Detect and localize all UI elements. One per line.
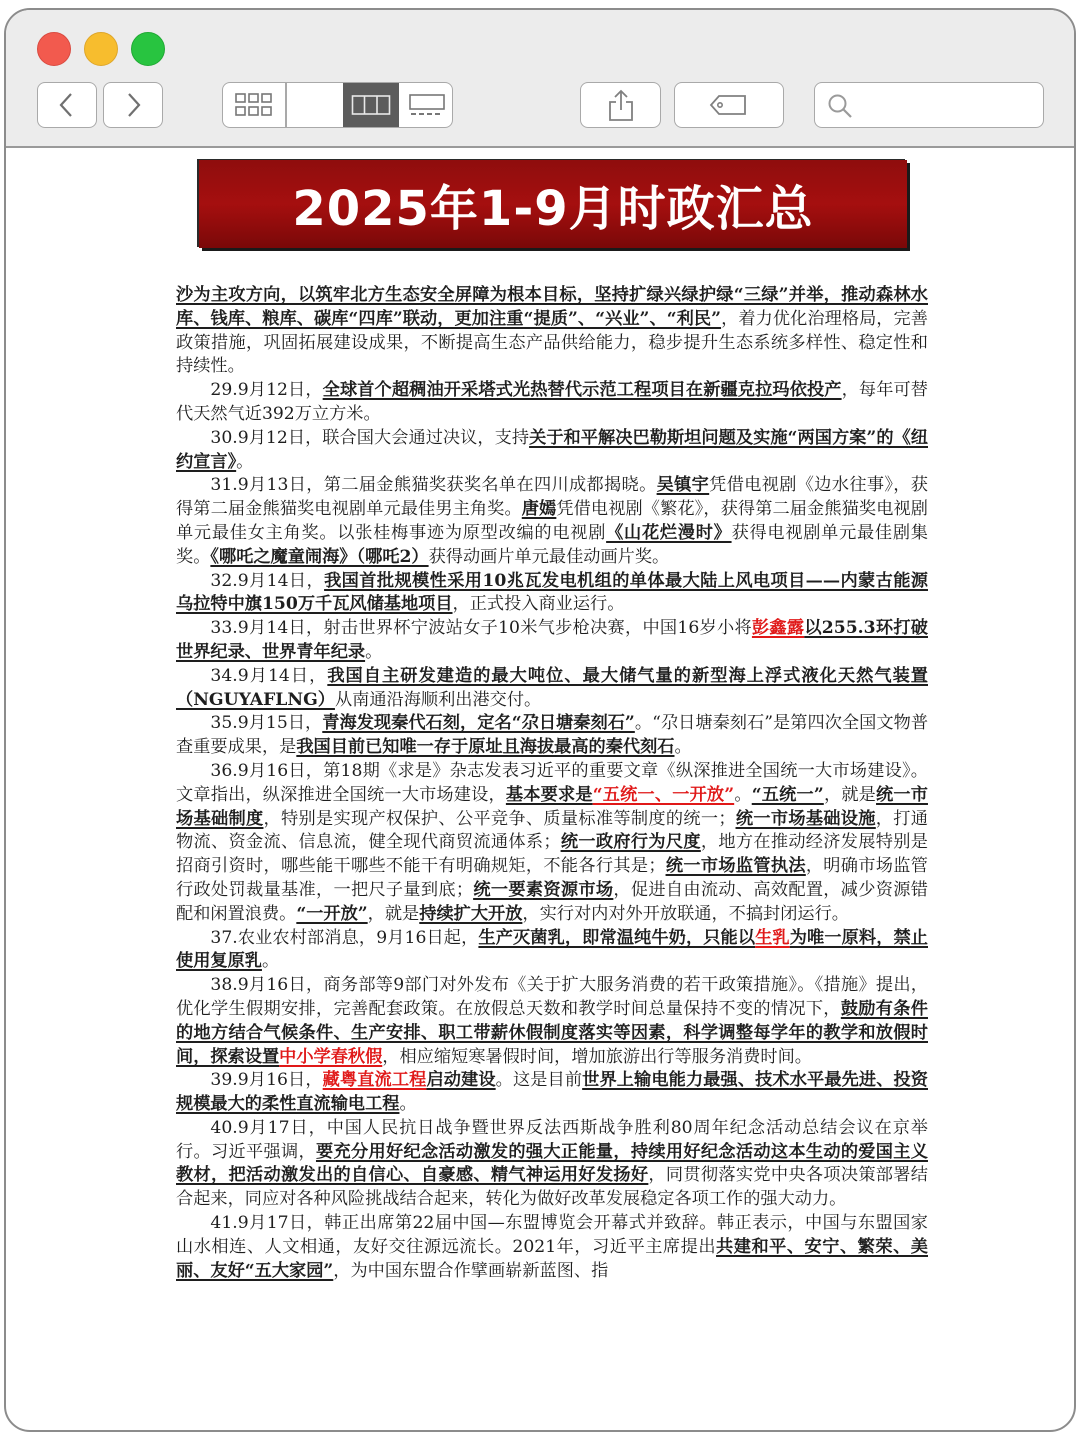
news-paragraph [176, 712, 928, 760]
underlined-key-phrase: 统一市场基础制度 [176, 784, 928, 829]
paragraph-text: 。 [365, 641, 383, 662]
document-body [176, 284, 928, 1283]
highlighted-key-term: 生乳 [755, 927, 790, 948]
underlined-key-phrase: 基本要求是 [505, 784, 593, 805]
news-paragraph [176, 617, 928, 665]
underlined-key-phrase: 鼓励有条件的地方结合气候条件、生产安排、职工带薪休假制度落实等因素，科学调整每学年的教学和放假时间，探索设置 [176, 998, 928, 1067]
underlined-key-phrase: 统一市场监管执法 [665, 856, 806, 877]
chevron-right-icon [122, 91, 144, 119]
paragraph-text: 41.9月17日，韩正出席第22届中国—东盟博览会开幕式并致辞。韩正表示，中国与东盟国家山水相连、人文相通，友好交往源远流长。2021年，习近平主席提出 [176, 1213, 928, 1257]
paragraph-text: ，相应缩短寒暑假时间，增加旅游出行等服务消费时间。 [382, 1046, 812, 1067]
grid-icon [234, 92, 274, 118]
underlined-key-phrase: 关于和平解决巴勒斯坦问题及实施“两国方案”的《纽约宣言》 [176, 427, 928, 472]
paragraph-text: 29.9月12日， [210, 380, 323, 401]
news-paragraph [176, 974, 928, 1069]
paragraph-text: ，打通物流、资金流、信息流，健全现代商贸流通体系； [176, 808, 928, 853]
paragraph-text: 39.9月16日， [210, 1070, 323, 1091]
underlined-key-phrase: 青海发现秦代石刻，定名“尕日塘秦刻石” [322, 713, 635, 734]
underlined-key-phrase: 生产灭菌乳，即常温纯牛奶，只能以 [478, 927, 756, 948]
underlined-key-phrase: 统一政府行为尺度 [560, 832, 701, 853]
news-paragraph [176, 379, 928, 427]
underlined-key-phrase: 以255.3环打破世界纪录、世界青年纪录 [176, 618, 928, 662]
underlined-key-phrase: 《哪吒之魔童闹海》（哪吒2） [210, 546, 429, 567]
underlined-key-phrase: 唐嫣 [521, 499, 557, 520]
toolbar [6, 10, 1074, 148]
underlined-key-phrase: 统一市场基础设施 [735, 808, 876, 829]
paragraph-text: 。 [261, 951, 280, 972]
paragraph-text: ，每年可替代天然气近392万立方米。 [176, 380, 928, 424]
close-window-button[interactable] [37, 32, 71, 66]
paragraph-text: ，就是 [367, 903, 420, 924]
paragraph-text: ，地方在推动经济发展特别是招商引资时，哪些能干哪些不能干有明确规矩，不能各行其是； [176, 832, 928, 877]
paragraph-text: ，实行对内对外开放联通，不搞封闭运行。 [522, 903, 849, 924]
paragraph-text: 。“尕日塘秦刻石”是第四次全国文物普查重要成果，是 [176, 713, 929, 758]
back-button[interactable] [37, 82, 97, 128]
gallery-view-button[interactable] [399, 83, 454, 127]
underlined-key-phrase: 启动建设 [426, 1070, 496, 1091]
paragraph-text: 从南通沿海顺利出港交付。 [334, 689, 542, 710]
chevron-left-icon [56, 91, 78, 119]
news-paragraph [176, 570, 928, 618]
underlined-key-phrase: “五统一” [751, 784, 824, 805]
news-paragraph [176, 1117, 928, 1212]
news-paragraph [176, 474, 928, 569]
news-paragraph [176, 665, 928, 713]
news-paragraph [176, 284, 928, 379]
highlighted-key-term: 藏粤直流工程 [322, 1070, 427, 1091]
highlighted-key-term: 彭鑫露 [751, 618, 805, 639]
underlined-key-phrase: 我国首批规模性采用10兆瓦发电机组的单体最大陆上风电项目——内蒙古能源乌拉特中旗150万千瓦风储基地项目 [176, 570, 928, 615]
underlined-key-phrase: 统一要素资源市场 [473, 879, 614, 900]
paragraph-text: 36.9月16日，第18期《求是》杂志发表习近平的重要文章《纵深推进全国统一大市场建设》。文章指出，纵深推进全国统一大市场建设， [176, 760, 928, 805]
paragraph-text: ，就是 [823, 784, 877, 805]
icon-view-button[interactable] [223, 83, 285, 127]
paragraph-text: 30.9月12日，联合国大会通过决议，支持 [210, 427, 530, 448]
paragraph-text: 37.农业农村部消息，9月16日起， [210, 927, 479, 948]
paragraph-text: 33.9月14日，射击世界杯宁波站女子10米气步枪决赛，中国16岁小将 [210, 618, 752, 639]
paragraph-text: 获得动画片单元最佳动画片奖。 [428, 546, 670, 567]
underlined-key-phrase: 持续扩大开放 [419, 903, 523, 924]
underlined-key-phrase: 《山花烂漫时》 [606, 522, 732, 543]
paragraph-text: 凭借电视剧《繁花》，获得第二届金熊猫奖电视剧单元最佳女主角奖。以张桂梅事迹为原型改编的电视剧 [176, 499, 928, 543]
paragraph-text: 32.9月14日， [210, 570, 325, 591]
underlined-key-phrase: 要充分用好纪念活动激发的强大正能量，持续用好纪念活动这本生动的爱国主义教材，把活动激发出的自信心、自豪感、精气神运用好发扬好 [176, 1141, 928, 1186]
news-paragraph [176, 1212, 928, 1283]
title-banner [199, 160, 907, 248]
paragraph-text: ，特别是实现产权保护、公平竞争、质量标准等制度的统一； [263, 808, 736, 829]
paragraph-text: 。 [399, 1094, 417, 1115]
news-paragraph [176, 427, 928, 475]
columns-icon [351, 93, 391, 117]
document-title: 2025年1-9月时政汇总 [292, 180, 814, 237]
document-view [6, 148, 1074, 1432]
news-paragraph [176, 1069, 928, 1117]
underlined-key-phrase: 世界上输电能力最强、技术水平最先进、投资规模最大的柔性直流输电工程 [176, 1070, 928, 1115]
share-icon [606, 88, 636, 122]
gallery-icon [407, 92, 447, 118]
forward-button[interactable] [103, 82, 163, 128]
list-view-button[interactable] [286, 83, 343, 127]
underlined-key-phrase: 吴镇宇 [656, 475, 710, 496]
paragraph-text: ，为中国东盟合作擘画崭新蓝图、指 [333, 1260, 609, 1281]
underlined-key-phrase: 我国目前已知唯一存于原址且海拔最高的秦代刻石 [296, 737, 675, 758]
paragraph-text: 。 [236, 451, 254, 472]
column-view-button[interactable] [343, 83, 399, 127]
paragraph-text: 34.9月14日， [210, 665, 328, 686]
highlighted-key-term: 中小学春秋假 [279, 1046, 383, 1067]
paragraph-text: 。 [674, 737, 692, 758]
paragraph-text: 35.9月15日， [210, 713, 323, 734]
paragraph-text: 获得电视剧单元最佳剧集奖。 [176, 522, 928, 567]
browser-window [4, 8, 1076, 1432]
paragraph-text: 38.9月16日，商务部等9部门对外发布《关于扩大服务消费的若干政策措施》。《措施》提出，优化学生假期安排，完善配套政策。在放假总天数和教学时间总量保持不变的情况下， [176, 975, 928, 1019]
paragraph-text: ，着力优化治理格局，完善政策措施，巩固拓展建设成果，不断提高生态产品供给能力，稳步提升生态系统多样性、稳定性和持续性。 [176, 308, 928, 377]
paragraph-text: 31.9月13日，第二届金熊猫奖获奖名单在四川成都揭晓。 [210, 475, 657, 496]
paragraph-text: ，正式投入商业运行。 [452, 594, 625, 615]
paragraph-text: ，促进自由流动、高效配置，减少资源错配和闲置浪费。 [176, 879, 928, 924]
paragraph-text: ，明确市场监管行政处罚裁量基准，一把尺子量到底； [176, 856, 928, 900]
minimize-window-button[interactable] [84, 32, 118, 66]
underlined-key-phrase: 全球首个超稠油开采塔式光热替代示范工程项目在新疆克拉玛依投产 [322, 380, 842, 401]
news-paragraph [176, 927, 928, 975]
highlighted-key-term: “五统一、一开放” [592, 784, 735, 805]
underlined-key-phrase: “一开放” [296, 903, 368, 924]
share-button[interactable] [580, 82, 661, 128]
paragraph-text: 40.9月17日，中国人民抗日战争暨世界反法西斯战争胜利80周年纪念活动总结会议在京举行。习近平强调， [176, 1117, 928, 1162]
underlined-key-phrase: 我国自主研发建造的最大吨位、最大储气量的新型海上浮式液化天然气装置（NGUYAFLNG） [176, 665, 928, 710]
tag-icon [709, 92, 749, 118]
underlined-key-phrase: 为唯一原料，禁止使用复原乳 [176, 927, 928, 972]
search-field[interactable] [814, 82, 1044, 128]
search-icon [827, 93, 853, 119]
zoom-window-button[interactable] [131, 32, 165, 66]
paragraph-text: 凭借电视剧《边水往事》，获得第二届金熊猫奖电视剧单元最佳男主角奖。 [176, 475, 928, 520]
underlined-key-phrase: 共建和平、安宁、繁荣、美丽、友好“五大家园” [176, 1236, 928, 1281]
paragraph-text: 。 [734, 784, 752, 805]
underlined-key-phrase: 沙为主攻方向，以筑牢北方生态安全屏障为根本目标，坚持扩绿兴绿护绿“三绿”并举，推动森林水库、钱库、粮库、碳库“四库”联动，更加注重“提质”、“兴业”、“利民” [176, 285, 928, 329]
paragraph-text: 。这是目前 [495, 1070, 583, 1091]
paragraph-text: ，同贯彻落实党中央各项决策部署结合起来，同应对各种风险挑战结合起来，转化为做好改革发展稳定各项工作的强大动力。 [176, 1165, 928, 1210]
view-mode-segmented-control [222, 82, 453, 128]
news-paragraph [176, 760, 928, 927]
tag-button[interactable] [674, 82, 784, 128]
